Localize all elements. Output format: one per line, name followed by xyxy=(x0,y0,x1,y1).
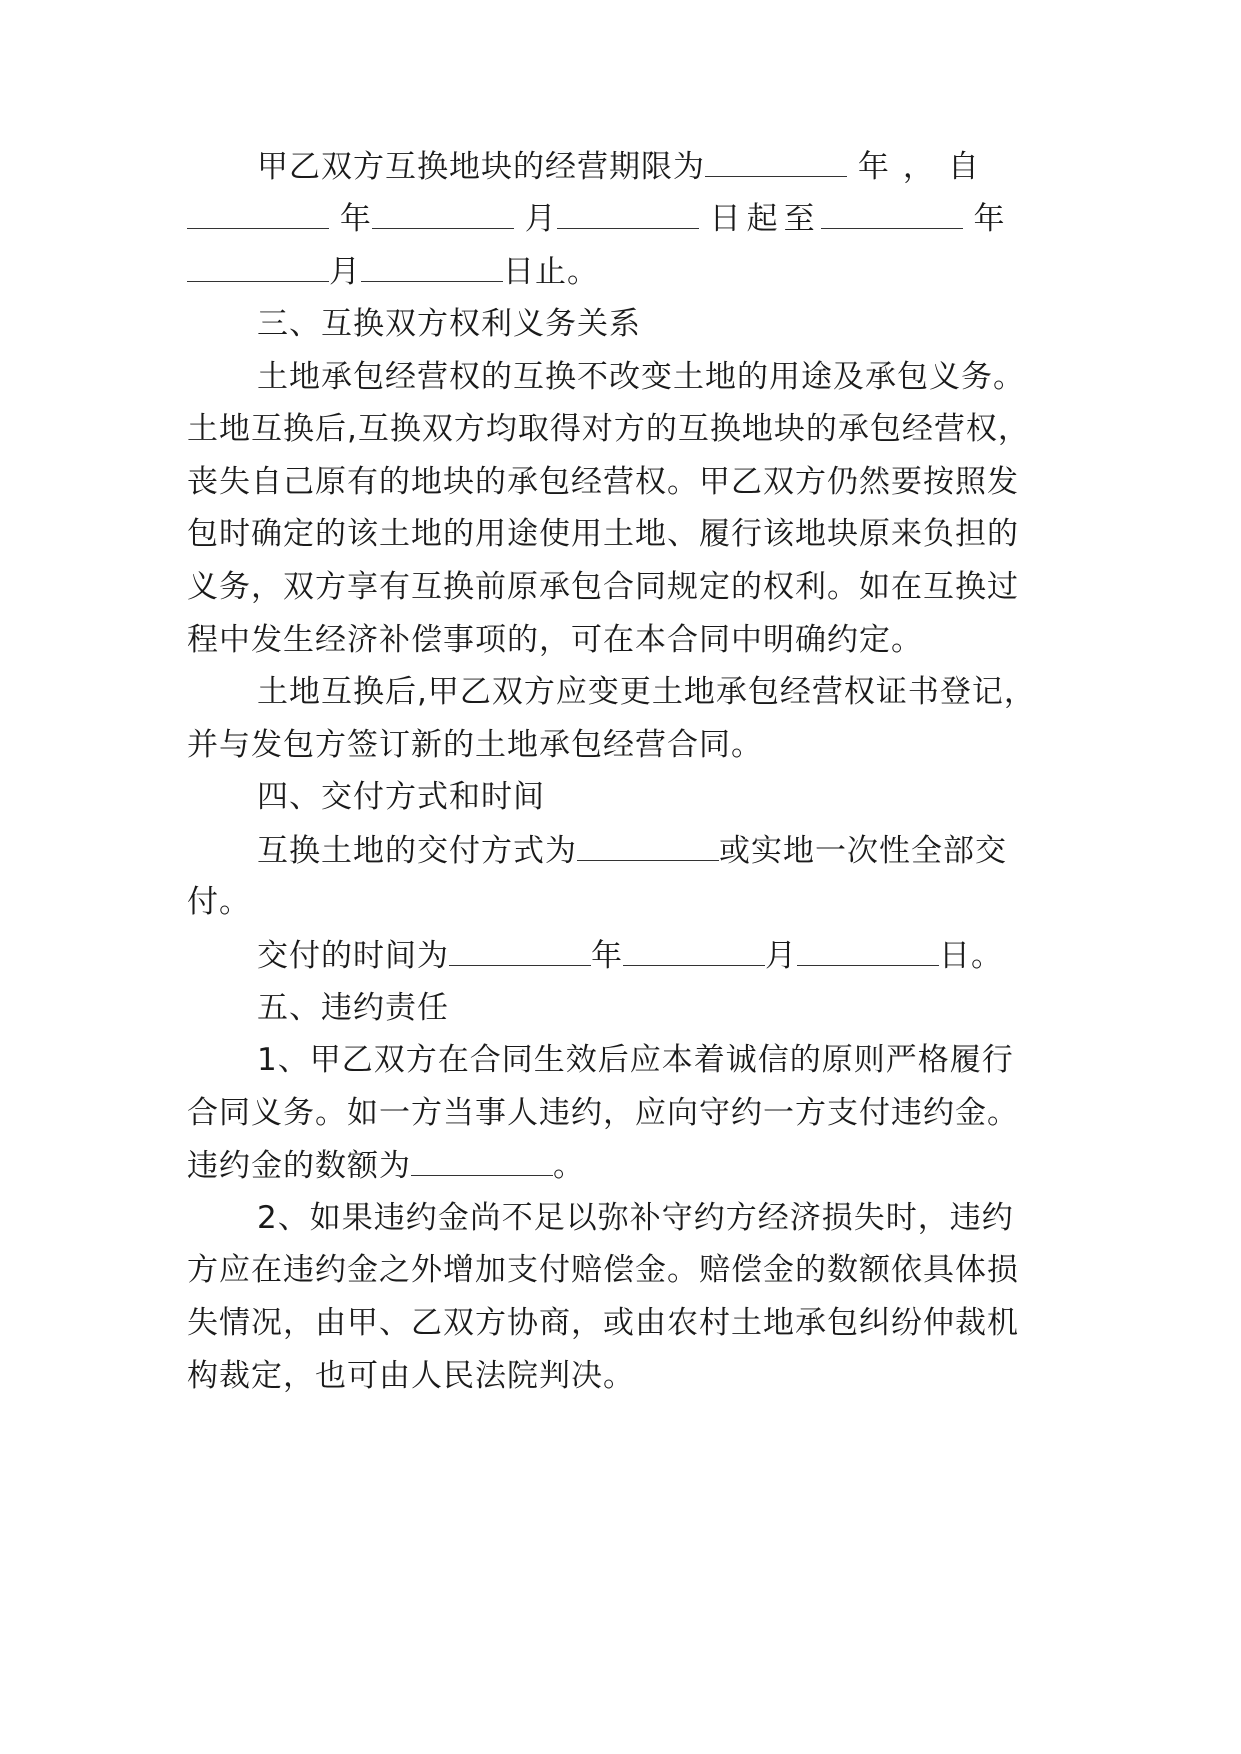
text-line: 土地互换后,甲乙双方应变更土地承包经营权证书登记， xyxy=(257,674,1036,710)
text-line: 付。 xyxy=(187,884,251,920)
section-heading: 三、互换双方权利义务关系 xyxy=(257,306,641,342)
text-segment: 月 xyxy=(765,938,797,974)
fill-in-blank xyxy=(187,198,329,229)
fill-in-blank xyxy=(557,198,699,229)
fill-in-blank xyxy=(821,198,963,229)
text-segment: 日止。 xyxy=(503,254,599,290)
text-line: 义务，双方享有互换前原承包合同规定的权利。如在互换过 xyxy=(187,569,1019,605)
fill-in-blank xyxy=(449,935,591,966)
text-line: 方应在违约金之外增加支付赔偿金。赔偿金的数额依具体损 xyxy=(187,1252,1019,1288)
fill-in-blank xyxy=(577,830,719,861)
text-segment: 日起至 xyxy=(709,201,821,237)
text-segment: 或实地一次性全部交 xyxy=(719,833,1007,869)
text-segment: 日。 xyxy=(939,938,1003,974)
text-line xyxy=(257,935,1003,975)
text-line: 2、如果违约金尚不足以弥补守约方经济损失时，违约 xyxy=(257,1200,1014,1236)
text-line: 土地承包经营权的互换不改变土地的用途及承包义务。 xyxy=(257,359,1025,395)
text-line: 程中发生经济补偿事项的，可在本合同中明确约定。 xyxy=(187,622,923,658)
text-segment: 违约金的数额为 xyxy=(187,1148,411,1184)
text-segment: 年 xyxy=(973,201,1006,237)
text-line: 土地互换后,互换双方均取得对方的互换地块的承包经营权， xyxy=(187,411,1030,447)
fill-in-blank xyxy=(411,1145,553,1176)
text-line: 失情况，由甲、乙双方协商，或由农村土地承包纠纷仲裁机 xyxy=(187,1305,1019,1341)
text-segment: 月 xyxy=(524,201,557,237)
text-segment: 年，自 xyxy=(857,149,993,185)
fill-in-blank xyxy=(187,251,329,282)
text-segment: 。 xyxy=(553,1148,585,1184)
section-heading: 四、交付方式和时间 xyxy=(257,779,545,815)
text-line: 包时确定的该土地的用途使用土地、履行该地块原来负担的 xyxy=(187,516,1019,552)
text-line xyxy=(187,251,599,291)
section-heading: 五、违约责任 xyxy=(257,990,449,1026)
text-line: 1、甲乙双方在合同生效后应本着诚信的原则严格履行 xyxy=(257,1042,1014,1078)
fill-in-blank xyxy=(705,146,847,177)
text-line: 并与发包方签订新的土地承包经营合同。 xyxy=(187,727,763,763)
fill-in-blank xyxy=(623,935,765,966)
text-line xyxy=(257,830,1007,870)
text-line: 丧失自己原有的地块的承包经营权。甲乙双方仍然要按照发 xyxy=(187,464,1019,500)
fill-in-blank xyxy=(361,251,503,282)
text-line xyxy=(257,146,993,186)
text-line xyxy=(187,198,1005,238)
fill-in-blank xyxy=(372,198,514,229)
text-segment: 月 xyxy=(329,254,361,290)
fill-in-blank xyxy=(797,935,939,966)
text-segment: 互换土地的交付方式为 xyxy=(257,833,577,869)
text-segment: 交付的时间为 xyxy=(257,938,449,974)
text-line xyxy=(187,1145,585,1185)
text-segment: 甲乙双方互换地块的经营期限为 xyxy=(257,149,705,185)
text-segment: 年 xyxy=(339,201,372,237)
text-line: 合同义务。如一方当事人违约，应向守约一方支付违约金。 xyxy=(187,1095,1019,1131)
text-line: 构裁定，也可由人民法院判决。 xyxy=(187,1358,635,1394)
text-segment: 年 xyxy=(591,938,623,974)
